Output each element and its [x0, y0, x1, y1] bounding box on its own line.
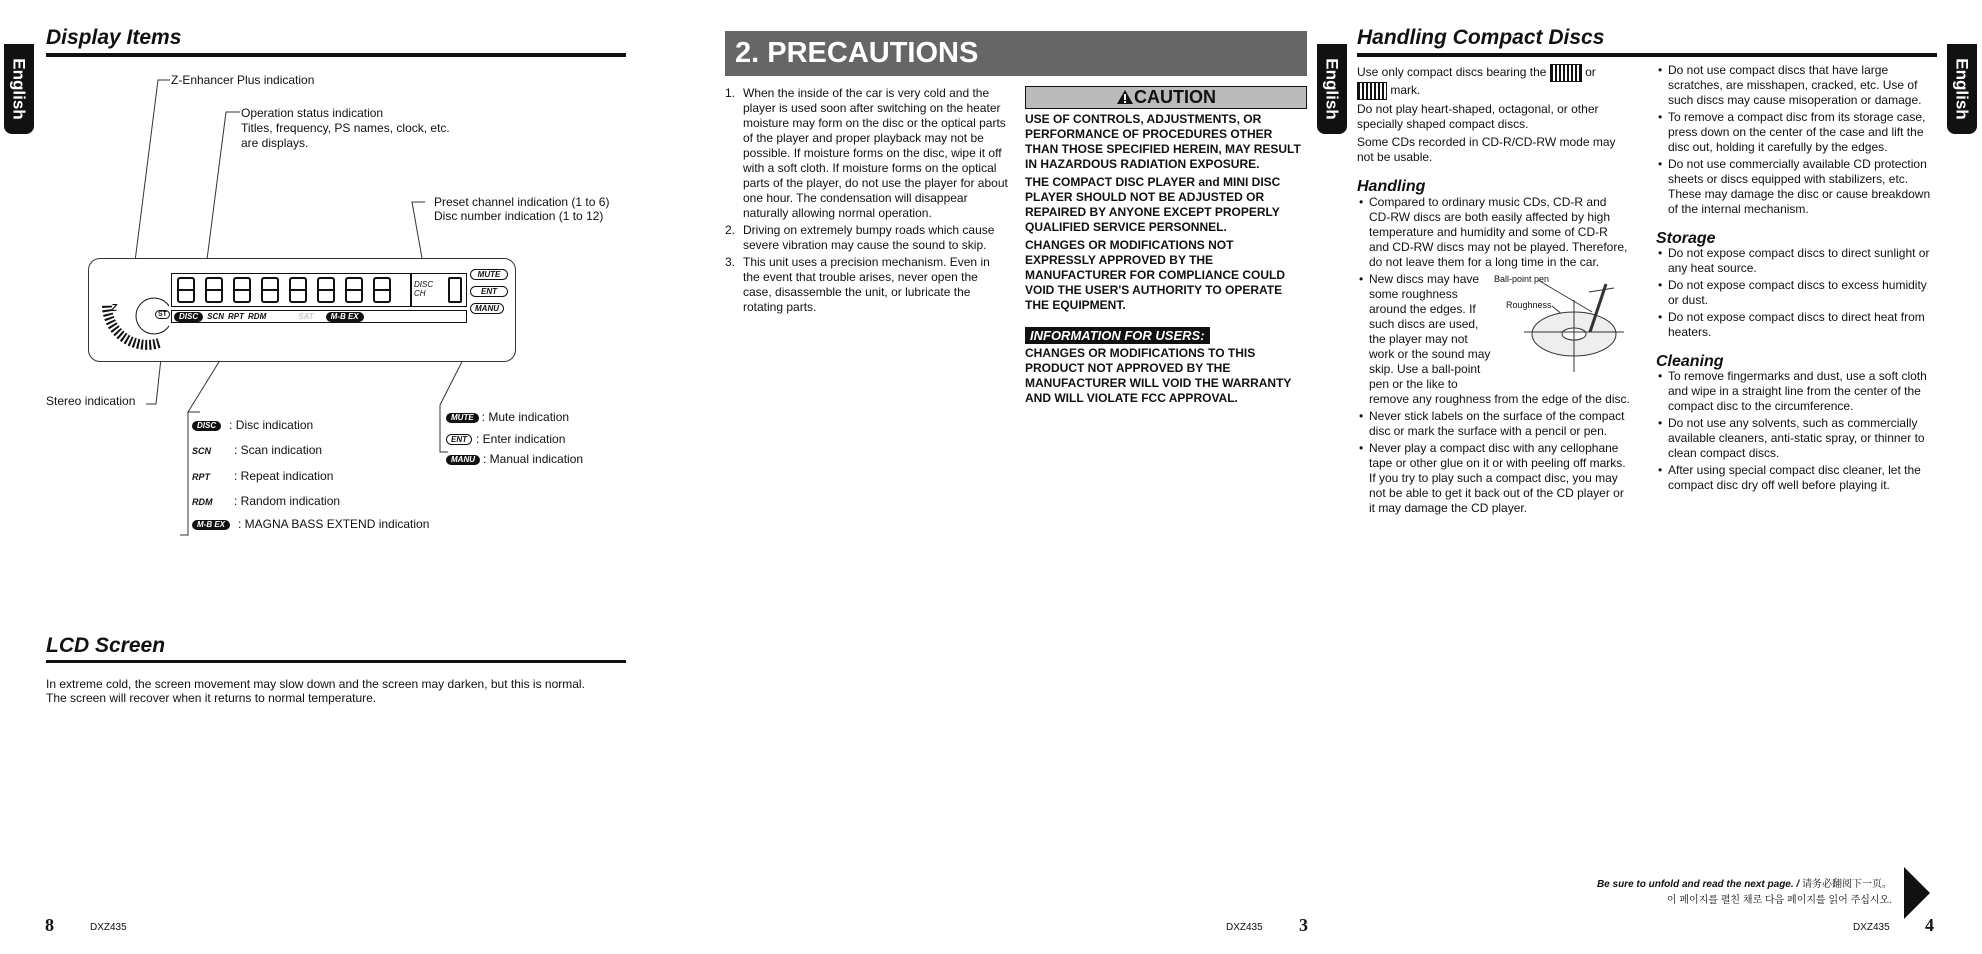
lcd-screen-rule	[46, 660, 626, 663]
caution-header	[1025, 86, 1307, 109]
compact-disc-logo-icon	[1550, 64, 1582, 82]
caution-para-2: THE COMPACT DISC PLAYER and MINI DISC PLAYER SHOULD NOT BE ADJUSTED OR REPAIRED BY ANYONE EXCEPT PROPERLY QUALIFIED SERVICE PERSONNEL.	[1025, 175, 1281, 234]
op-status-label-1: Operation status indication	[241, 106, 384, 120]
z-enhancer-label: Z-Enhancer Plus indication	[171, 73, 315, 87]
intro-1b: or	[1585, 65, 1596, 80]
disc-roughness-figure	[1494, 272, 1634, 382]
legend-scan	[192, 443, 322, 457]
page-number-right: 4	[1925, 915, 1934, 935]
list-item: • Compared to ordinary music CDs, CD-R and CD-RW discs are both easily affected by high temperature and humidity and some of CD-R and CD-RW discs may not be played. Therefore, do not leave them for a long time in the car.	[1357, 195, 1630, 270]
handling-cd-rule	[1357, 53, 1937, 57]
list-item: • Do not use compact discs that have large scratches, are misshapen, cracked, etc. Use of such discs may cause misoperation or damage.	[1656, 63, 1938, 108]
disc-care-list	[1656, 63, 1938, 217]
lcd-rdm-glyph: RDM	[248, 312, 267, 321]
page-number-mid: 3	[1299, 915, 1308, 935]
list-item: • Do not expose compact discs to direct sunlight or any heat source.	[1656, 246, 1938, 276]
lcd-display-illustration	[88, 258, 516, 362]
compact-disc-rw-logo-icon	[1357, 82, 1387, 100]
scn-glyph-legend: SCN	[192, 446, 212, 456]
list-item	[725, 255, 1008, 315]
language-tab-mid	[1317, 44, 1347, 134]
legend-disc	[192, 418, 313, 432]
intro-compact-disc-mark	[1357, 64, 1630, 100]
item-text: Driving on extremely bumpy roads which cause severe vibration may cause the sound to skip.	[743, 223, 995, 252]
model-right: DXZ435	[1853, 922, 1890, 933]
precautions-title: 2. PRECAUTIONS	[735, 37, 979, 69]
list-item: • Never play a compact disc with any cellophane tape or other glue on it or with peeling off marks. If you try to play such a compact disc, you may not be able to get it back out of the CD player or it may damage the CD player.	[1357, 441, 1630, 516]
unfold-note-zh: 请务必翻阅下一页。	[1802, 879, 1892, 890]
lcd-st-glyph: ST	[155, 310, 170, 319]
model-mid: DXZ435	[1226, 922, 1263, 933]
rpt-glyph-legend: RPT	[192, 472, 210, 482]
lcd-sat-glyph: SAT	[298, 312, 314, 321]
list-item: • After using special compact disc cleaner, let the compact disc dry off well before playing it.	[1656, 463, 1938, 493]
legend-manual	[446, 452, 583, 466]
storage-subtitle: Storage	[1656, 230, 1716, 247]
list-item	[1357, 272, 1630, 407]
caution-panel	[1025, 86, 1307, 406]
intro-1a: Use only compact discs bearing the	[1357, 65, 1547, 80]
handling-cd-title: Handling Compact Discs	[1357, 26, 1605, 49]
legend-mbex	[192, 517, 429, 531]
lcd-mbex-glyph: M-B EX	[326, 312, 364, 322]
list-item: • Do not use any solvents, such as commercially available cleaners, anti-static spray, or thinner to clean compact discs.	[1656, 416, 1938, 461]
svg-text:Z: Z	[111, 303, 118, 314]
legend-random-text: : Random indication	[234, 494, 341, 508]
language-tab-right	[1947, 44, 1977, 134]
storage-list	[1656, 246, 1938, 340]
list-item: • Do not expose compact discs to excess humidity or dust.	[1656, 278, 1938, 308]
item-number: 3.	[725, 255, 736, 269]
item-number: 2.	[725, 223, 736, 237]
legend-enter-text: : Enter indication	[476, 432, 566, 446]
mute-ent-manu-indicators	[470, 269, 508, 314]
ball-point-pen-label: • Ball-point pen	[1494, 274, 1550, 284]
model-left: DXZ435	[90, 922, 127, 933]
caution-para-1: USE OF CONTROLS, ADJUSTMENTS, OR PERFORMANCE OF PROCEDURES OTHER THAN THOSE SPECIFIED HEREIN, MAY RESULT IN HAZARDOUS RADIATION EXPOSURE.	[1025, 112, 1301, 171]
caution-label: CAUTION	[1134, 87, 1216, 107]
handling-subtitle: Handling	[1357, 178, 1426, 195]
list-item: • Do not expose compact discs to direct heat from heaters.	[1656, 310, 1938, 340]
unfold-note-ko: 이 페이지를 펼친 채로 다음 페이지를 읽어 주십시오.	[1666, 895, 1892, 906]
precautions-title-bar	[725, 31, 1307, 76]
legend-mute	[446, 410, 569, 424]
handling-col-2	[1656, 63, 1938, 495]
legend-random	[192, 494, 340, 508]
op-status-label-3: are displays.	[241, 136, 309, 150]
precautions-list	[725, 86, 1008, 317]
lcd-scn-glyph: SCN	[207, 312, 225, 321]
intro-2: Do not play heart-shaped, octagonal, or other specially shaped compact discs.	[1357, 102, 1599, 131]
unfold-note-en: Be sure to unfold and read the next page. /	[1596, 879, 1800, 890]
legend-repeat-text: : Repeat indication	[234, 469, 334, 483]
lcd-screen-title: LCD Screen	[46, 634, 166, 657]
preset-label-2: Disc number indication (1 to 12)	[434, 209, 604, 223]
list-item: • Do not use commercially available CD protection sheets or discs equipped with stabilizers, etc. These may damage the disc or cause breakdown of the internal mechanism.	[1656, 157, 1938, 217]
lcd-bottom-row	[171, 310, 467, 323]
mute-glyph-legend: MUTE	[446, 413, 479, 423]
item-text: When the inside of the car is very cold and the player is used soon after switching on the heater moisture may form on the disc or the optical parts of the player and proper playback may not be possible. If moisture forms on the disc, wipe it off with a soft cloth. If moisture forms on the optical parts of the player, do not use the player for about one hour. The condensation will disappear naturally allowing normal operation.	[743, 86, 1008, 220]
op-status-label-2: Titles, frequency, PS names, clock, etc.	[241, 121, 450, 135]
list-item: • Never stick labels on the surface of the compact disc or mark the surface with a pencil or pen.	[1357, 409, 1630, 439]
legend-manual-text: : Manual indication	[483, 452, 584, 466]
intro-1c: mark.	[1390, 83, 1421, 98]
language-tab-label: English	[1323, 58, 1342, 120]
list-item	[725, 223, 1008, 253]
item-number: 1.	[725, 86, 736, 100]
lcd-mute-glyph: MUTE	[470, 269, 508, 280]
list-item: • To remove fingermarks and dust, use a soft cloth and wipe in a straight line from the center of the compact disc to the circumference.	[1656, 369, 1938, 414]
disc-glyph: DISC	[414, 280, 434, 289]
language-tab-label: English	[1953, 58, 1972, 120]
lcd-ent-glyph: ENT	[470, 286, 508, 297]
lcd-screen-text-2: The screen will recover when it returns to normal temperature.	[46, 691, 377, 705]
warning-icon	[1116, 89, 1134, 105]
lcd-disc-glyph: DISC	[174, 312, 203, 322]
preset-label-1: Preset channel indication (1 to 6)	[434, 195, 610, 209]
disc-ch-indicator	[411, 273, 467, 307]
stereo-label: Stereo indication	[46, 394, 136, 408]
segment-display	[171, 273, 411, 307]
legend-scan-text: : Scan indication	[234, 443, 323, 457]
ent-glyph-legend: ENT	[446, 434, 472, 445]
display-items-title: Display Items	[46, 26, 182, 49]
lcd-screen-text-1: In extreme cold, the screen movement may slow down and the screen may darken, but this is normal.	[46, 677, 585, 691]
info-for-users-text: CHANGES OR MODIFICATIONS TO THIS PRODUCT NOT APPROVED BY THE MANUFACTURER WILL VOID THE WARRANTY AND WILL VIOLATE FCC APPROVAL.	[1025, 346, 1292, 405]
legend-enter	[446, 432, 565, 446]
page-number-left: 8	[45, 915, 54, 935]
caution-para-3: CHANGES OR MODIFICATIONS NOT EXPRESSLY APPROVED BY THE MANUFACTURER FOR COMPLIANCE COULD VOID THE USER'S AUTHORITY TO OPERATE THE EQUIPMENT.	[1025, 238, 1285, 312]
info-for-users-header: INFORMATION FOR USERS:	[1025, 327, 1210, 344]
language-tab-label: English	[10, 58, 29, 120]
legend-mute-text: : Mute indication	[481, 410, 570, 424]
unfold-note	[1597, 877, 1892, 909]
handling-list	[1357, 195, 1630, 516]
handling-col-1	[1357, 64, 1630, 518]
item-text: New discs may have some roughness around the edges. If such discs are used, the player may not work or the sound may skip. Use a ball-point pen or the like to remove any roughness from the edge of the disc.	[1369, 272, 1630, 406]
rdm-glyph-legend: RDM	[192, 497, 213, 507]
lcd-manu-glyph: MANU	[470, 303, 504, 314]
intro-3: Some CDs recorded in CD-R/CD-RW mode may not be usable.	[1357, 135, 1616, 164]
list-item: • To remove a compact disc from its storage case, press down on the center of the case and lift the disc out, holding it carefully by the edges.	[1656, 110, 1938, 155]
ch-glyph: CH	[414, 289, 426, 298]
item-text: This unit uses a precision mechanism. Even in the event that trouble arises, never open the case, disassemble the unit, or lubricate the rotating parts.	[743, 255, 990, 314]
legend-disc-text: : Disc indication	[229, 418, 314, 432]
mbex-glyph-legend: M-B EX	[192, 520, 230, 530]
disc-glyph-legend: DISC	[192, 421, 221, 431]
list-item	[725, 86, 1008, 221]
legend-repeat	[192, 469, 333, 483]
lcd-rpt-glyph: RPT	[228, 312, 245, 321]
next-page-arrow-icon	[1904, 867, 1930, 919]
legend-mbex-text: : MAGNA BASS EXTEND indication	[238, 517, 430, 531]
cleaning-list	[1656, 369, 1938, 493]
manu-glyph-legend: MANU	[446, 455, 480, 465]
cleaning-subtitle: Cleaning	[1656, 353, 1724, 370]
roughness-label: Roughness	[1506, 300, 1552, 310]
